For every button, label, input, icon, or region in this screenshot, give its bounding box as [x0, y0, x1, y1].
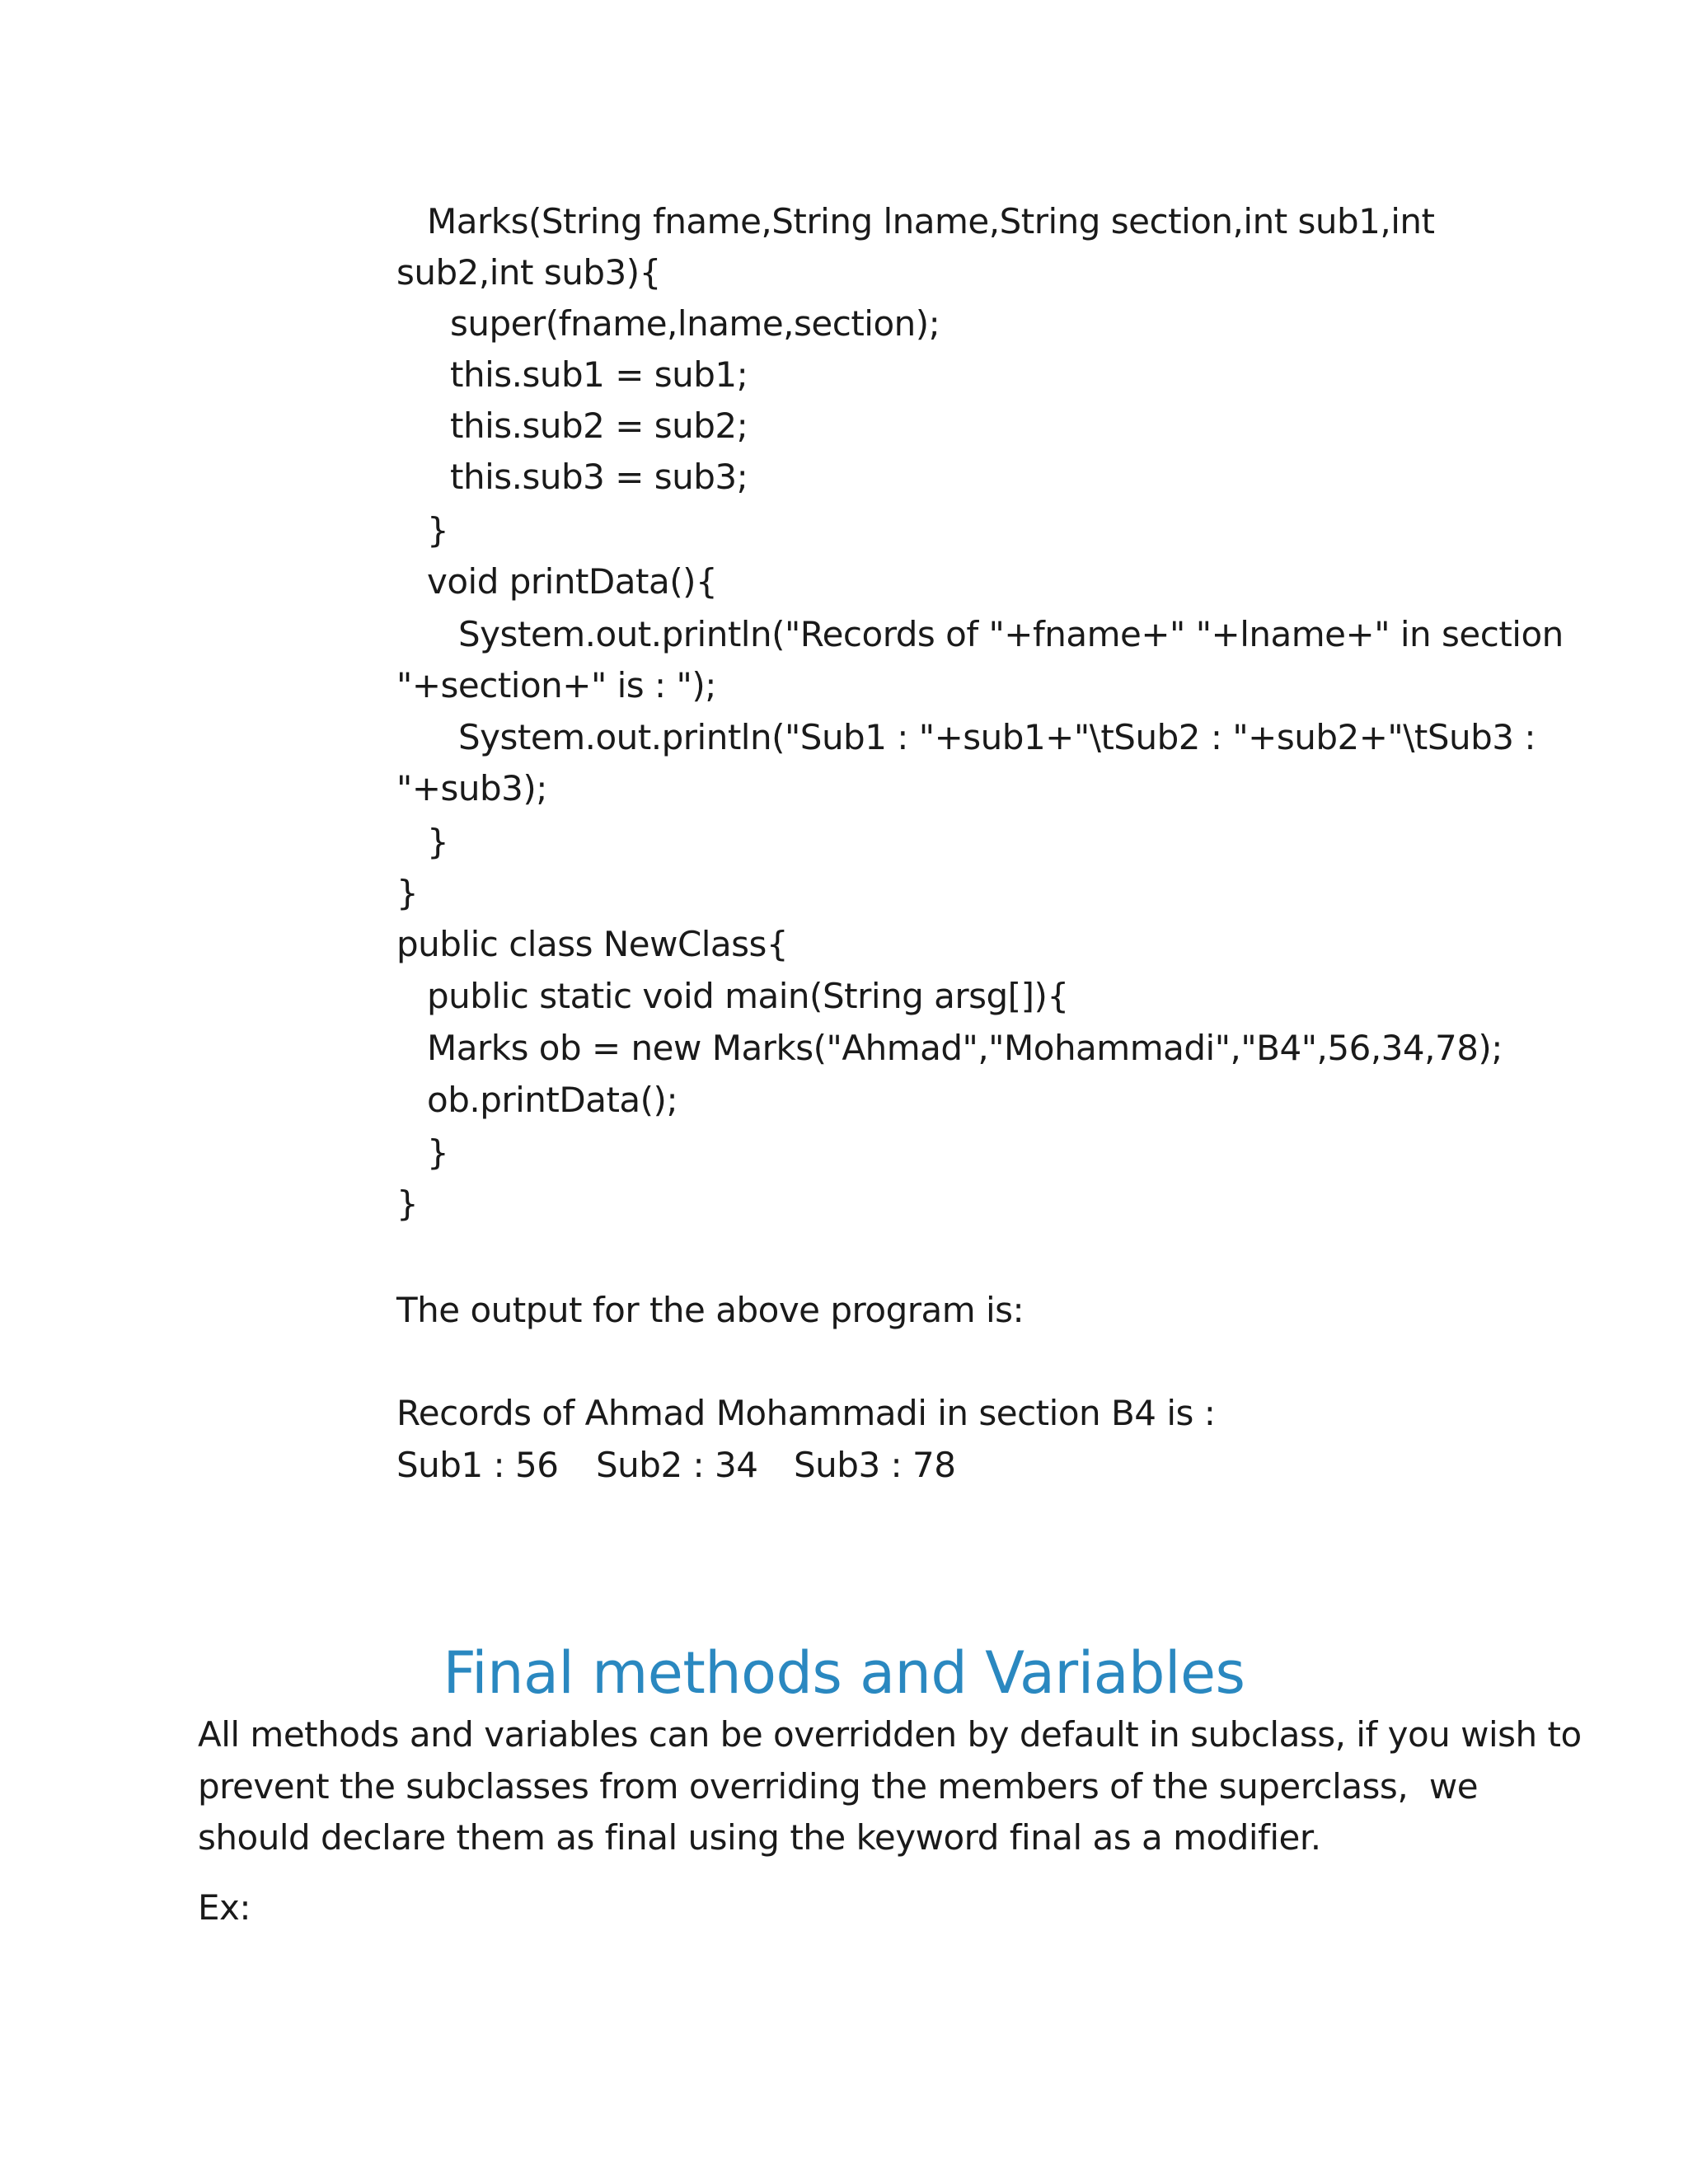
code-line: }	[396, 1183, 419, 1224]
output-sub1: Sub1 : 56	[396, 1445, 559, 1485]
code-line: }	[427, 510, 449, 551]
code-line: System.out.println("Records of "+fname+" "+lname+" in section	[458, 614, 1564, 654]
code-line: "+section+" is : ");	[396, 665, 716, 705]
code-line: System.out.println("Sub1 : "+sub1+"\tSub2 : "+sub2+"\tSub3 :	[458, 717, 1536, 757]
code-line: super(fname,lname,section);	[450, 303, 940, 344]
output-sub2: Sub2 : 34	[596, 1445, 758, 1485]
output-records-line: Records of Ahmad Mohammadi in section B4 is :	[396, 1393, 1216, 1433]
paragraph-line: prevent the subclasses from overriding the members of the superclass, we	[198, 1766, 1479, 1807]
code-line: ob.printData();	[427, 1080, 678, 1120]
code-line: }	[427, 822, 449, 862]
code-line: this.sub3 = sub3;	[450, 457, 748, 497]
code-line: this.sub1 = sub1;	[450, 354, 748, 395]
code-line: Marks(String fname,String lname,String section,int sub1,int	[427, 201, 1435, 241]
code-line: public class NewClass{	[396, 924, 789, 964]
output-intro: The output for the above program is:	[396, 1290, 1025, 1330]
paragraph-line: All methods and variables can be overridden by default in subclass, if you wish to	[198, 1714, 1582, 1755]
code-line: Marks ob = new Marks("Ahmad","Mohammadi","B4",56,34,78);	[427, 1028, 1503, 1068]
code-line: void printData(){	[427, 561, 718, 602]
code-line: public static void main(String arsg[]){	[427, 976, 1069, 1016]
code-line: }	[396, 873, 419, 913]
section-heading: Final methods and Variables	[443, 1639, 1245, 1707]
paragraph-line: should declare them as final using the keyword final as a modifier.	[198, 1817, 1321, 1858]
code-line: sub2,int sub3){	[396, 252, 661, 293]
output-sub3: Sub3 : 78	[794, 1445, 956, 1485]
code-line: }	[427, 1132, 449, 1173]
example-label: Ex:	[198, 1887, 251, 1928]
code-line: "+sub3);	[396, 768, 547, 808]
code-line: this.sub2 = sub2;	[450, 405, 748, 446]
